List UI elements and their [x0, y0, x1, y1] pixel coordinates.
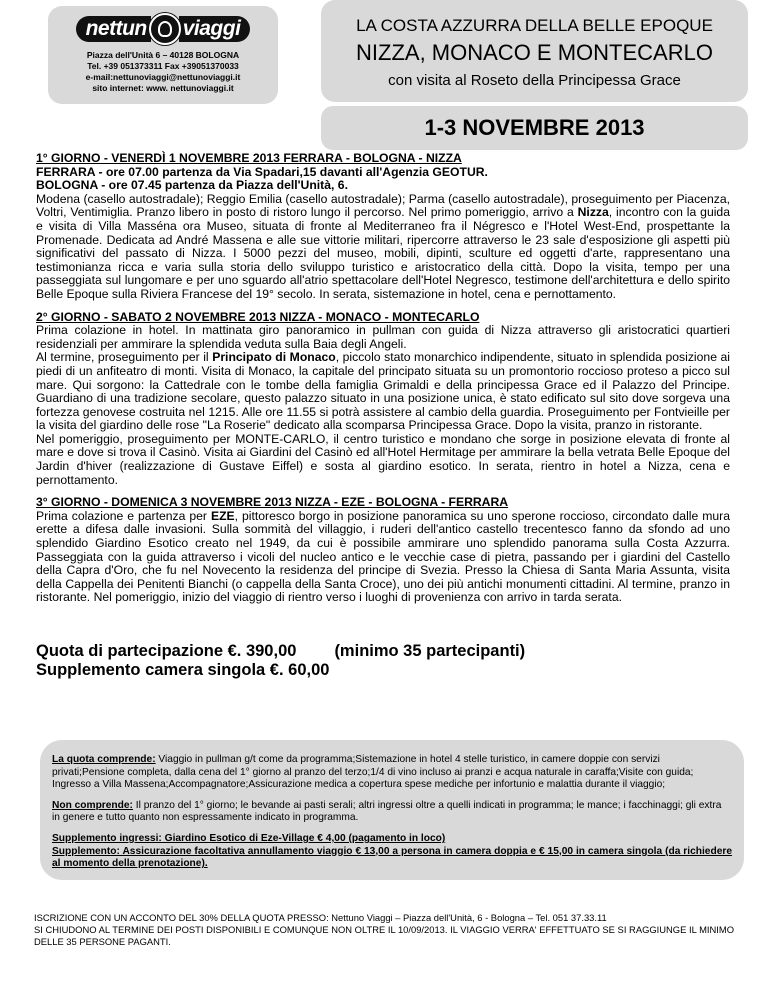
footer [34, 912, 734, 948]
day-text: , piccolo stato monarchico indipendente, situato in splendida posizione ai piedi di un anfiteatro di monti. Visita di Monaco, la capitale del principato situata su un promontorio roccioso proteso a picco sul mare. Qui sorgono: la Cattedrale con le tombe della famiglia Grimaldi e della principessa Grace ed il Palazzo del Principe. Guardiano di una tradizione secolare, questo palazzo situato in una posizione unica, è stato edificato sul sito dove sorgeva una fortezza genovese costruita nel 1215. Alle ore 11.55 si potrà assistere al cambio della guardia. Proseguimento per Fontvieille per la visita del giardino delle rose "La Roserie" dedicato alla scomparsa Principessa Grace. Dopo la visita, pranzo in ristorante. [36, 350, 730, 433]
day-2 [36, 311, 730, 488]
day-title: 2° GIORNO - SABATO 2 NOVEMBRE 2013 NIZZA - MONACO - MONTECARLO [36, 309, 480, 324]
supplement-insurance: Supplemento: Assicurazione facoltativa annullamento viaggio € 13,00 a persona in camera doppia e € 15,00 in camera singola (da richiedere al momento della prenotazione). [52, 845, 732, 870]
footer-conditions: SI CHIUDONO AL TERMINE DEI POSTI DISPONIBILI E COMUNQUE NON OLTRE IL 10/09/2013. IL VIAGGIO VERRA' EFFETTUATO SE SI RAGGIUNGE IL MINIMO DELLE 35 PERSONE PAGANTI. [34, 924, 734, 947]
day-text: Prima colazione in hotel. In mattinata giro panoramico in pullman con guida di Nizza attraverso gli aristocratici quartieri residenziali per ammirare la splendida veduta sulla Baia degli Angeli. [36, 323, 730, 351]
departure-bologna: BOLOGNA - ore 07.45 partenza da Piazza dell'Unità, 6. [36, 178, 348, 193]
includes-text: Viaggio in pullman g/t come da programma;Sistemazione in hotel 4 stelle turistico, in camere doppie con servizi privati;Pensione completa, dalla cena del 1° giorno al pranzo del terzo;1/4 di vino incluso ai pranzi e acqua naturale in caraffa;Visite con guida; Ingresso a Villa Massena;Accompagnatore;Assicurazione medica a copertura spese mediche per infortunio e malattia durante il viaggio; [52, 754, 694, 791]
agency-email: e-mail:nettunoviaggi@nettunoviaggi.it [85, 72, 241, 82]
footer-registration: ISCRIZIONE CON UN ACCONTO DEL 30% DELLA QUOTA PRESSO: Nettuno Viaggi – Piazza dell'Unità, 6 - Bologna – Tel. 051 37.33.11 [34, 912, 607, 923]
title-box [321, 0, 748, 102]
departure-ferrara: FERRARA - ore 07.00 partenza da Via Spadari,15 davanti all'Agenzia GEOTUR. [36, 164, 488, 179]
day-description [36, 193, 730, 302]
price-single-supplement: Supplemento camera singola €. 60,00 [36, 661, 330, 679]
day-text: Prima colazione e partenza per [36, 508, 211, 523]
agency-logo [48, 14, 278, 44]
agency-box [48, 6, 278, 104]
date-banner: 1-3 NOVEMBRE 2013 [424, 115, 645, 140]
agency-phone-fax: Tel. +39 051373311 Fax +39051370033 [87, 61, 239, 71]
agency-address: Piazza dell'Unità 6 – 40128 BOLOGNA [86, 50, 240, 60]
price-line [36, 642, 525, 661]
excludes-label: Non comprende: [52, 799, 133, 811]
title-subtitle: con visita al Roseto della Principessa Grace [388, 72, 681, 89]
pricing [36, 642, 525, 680]
date-box [321, 106, 748, 150]
day-highlight: EZE [210, 508, 235, 523]
day-highlight: Nizza [577, 205, 609, 220]
day-highlight: Principato di Monaco [212, 350, 336, 365]
price-quota: Quota di partecipazione €. 390,00 [36, 642, 297, 660]
includes-label: La quota comprende: [52, 754, 156, 765]
includes-paragraph [52, 754, 732, 792]
day-text: Modena (casello autostradale); Reggio Emilia (casello autostradale); Parma (casello autostradale), proseguimento per Piacenza, Voltri, Ventimiglia. Pranzo libero in posto di ristoro lungo il percorso. Nel primo pomeriggio, arrivo a [36, 191, 730, 220]
inclusions-box [40, 740, 744, 880]
day-title: 1° GIORNO - VENERDÌ 1 NOVEMBRE 2013 FERRARA - BOLOGNA - NIZZA [36, 151, 462, 165]
day-description [36, 510, 730, 605]
agency-website: sito internet: www. nettunoviaggi.it [92, 83, 234, 93]
excludes-text: Il pranzo del 1° giorno; le bevande ai pasti serali; altri ingressi oltre a quelli indicati in programma; le mance; i facchinaggi; gli extra in genere e tutto quanto non espressamente indicato in programma. [52, 799, 722, 824]
day-description [36, 351, 730, 433]
day-title: 3° GIORNO - DOMENICA 3 NOVEMBRE 2013 NIZZA - EZE - BOLOGNA - FERRARA [36, 495, 509, 510]
day-text: Nel pomeriggio, proseguimento per MONTE-CARLO, il centro turistico e mondano che sorge in posizione elevata di fronte al mare e dove si trova il Casinò. Visita ai Giardini del Casinò ed all'Hotel Hermitage per ammirare la bella vetrata Belle Epoque del Jardin d'hiver (realizzazione di Gustave Eiffel) e sosta al giardino esotico. In serata, rientro in hotel a Nizza, cena e pernottamento. [36, 431, 730, 487]
day-text: , pittoresco borgo in posizione panoramica su uno sperone roccioso, circondato dalle mura erette a difesa dalle invasioni. Sulla sommità del villaggio, i ruderi dell'antico castello trecentesco fanno da sfondo ad uno splendido Giardino Esotico creato nel 1949, da cui è possibile ammirare uno splendido panorama sulla Costa Azzurra. Passeggiata con la guida attraverso i vicoli del nucleo antico e le vecchie case di pietra, passando per i giardini del Castello della Capra d'Oro, che fu nel Novecento la residenza del principe di Svezia. Presso la Chiesa di Santa Maria Assunta, visita della Cappella dei Penitenti Bianchi (o cappella della Santa Croce), uno dei più antichi monumenti cittadini. Al termine, pranzo in ristorante. Nel pomeriggio, inizio del viaggio di rientro verso i luoghi di provenienza con arrivo in tarda serata. [36, 508, 731, 605]
trident-emblem-icon [149, 13, 181, 45]
price-minimum: (minimo 35 partecipanti) [334, 642, 526, 660]
itinerary [36, 152, 730, 614]
logo-text-right: viaggi [179, 16, 251, 42]
title-tagline: LA COSTA AZZURRA DELLA BELLE EPOQUE [356, 16, 713, 35]
excludes-paragraph [52, 800, 732, 825]
supplement-entries: Supplemento ingressi: Giardino Esotico di Eze-Village € 4,00 (pagamento in loco) [52, 832, 446, 844]
day-text: Al termine, proseguimento per il [36, 350, 213, 365]
logo-text-left: nettun [76, 16, 151, 42]
title-destinations: NIZZA, MONACO E MONTECARLO [356, 40, 713, 65]
day-text: , incontro con la guida e visita di Villa Masséna ora Museo, situata di fronte al Mediterraneo fra il Négresco e l'Hotel West-End, prospettante la Promenade. Dedicata ad André Massena e alle sue vittorie militari, ripercorre attraverso le 23 sale d'esposizione gli aspetti più significativi del passato di Nizza. I 5000 pezzi del museo, mobili, dipinti, sculture ed oggetti d'arte, rappresentano una testimonianza ricca e varia sulla storia dello sviluppo turistico e aristocratico della città. Dopo la visita, tempo per una passeggiata sul lungomare e per uno sguardo all'atrio spettacolare dell'Hotel Negresco, testimone dell'architettura e dello spirito Belle Epoque sulla Riviera Francese del 19° secolo. In serata, sistemazione in hotel, cena e pernottamento. [36, 205, 730, 301]
day-1 [36, 152, 730, 302]
day-3 [36, 496, 730, 605]
